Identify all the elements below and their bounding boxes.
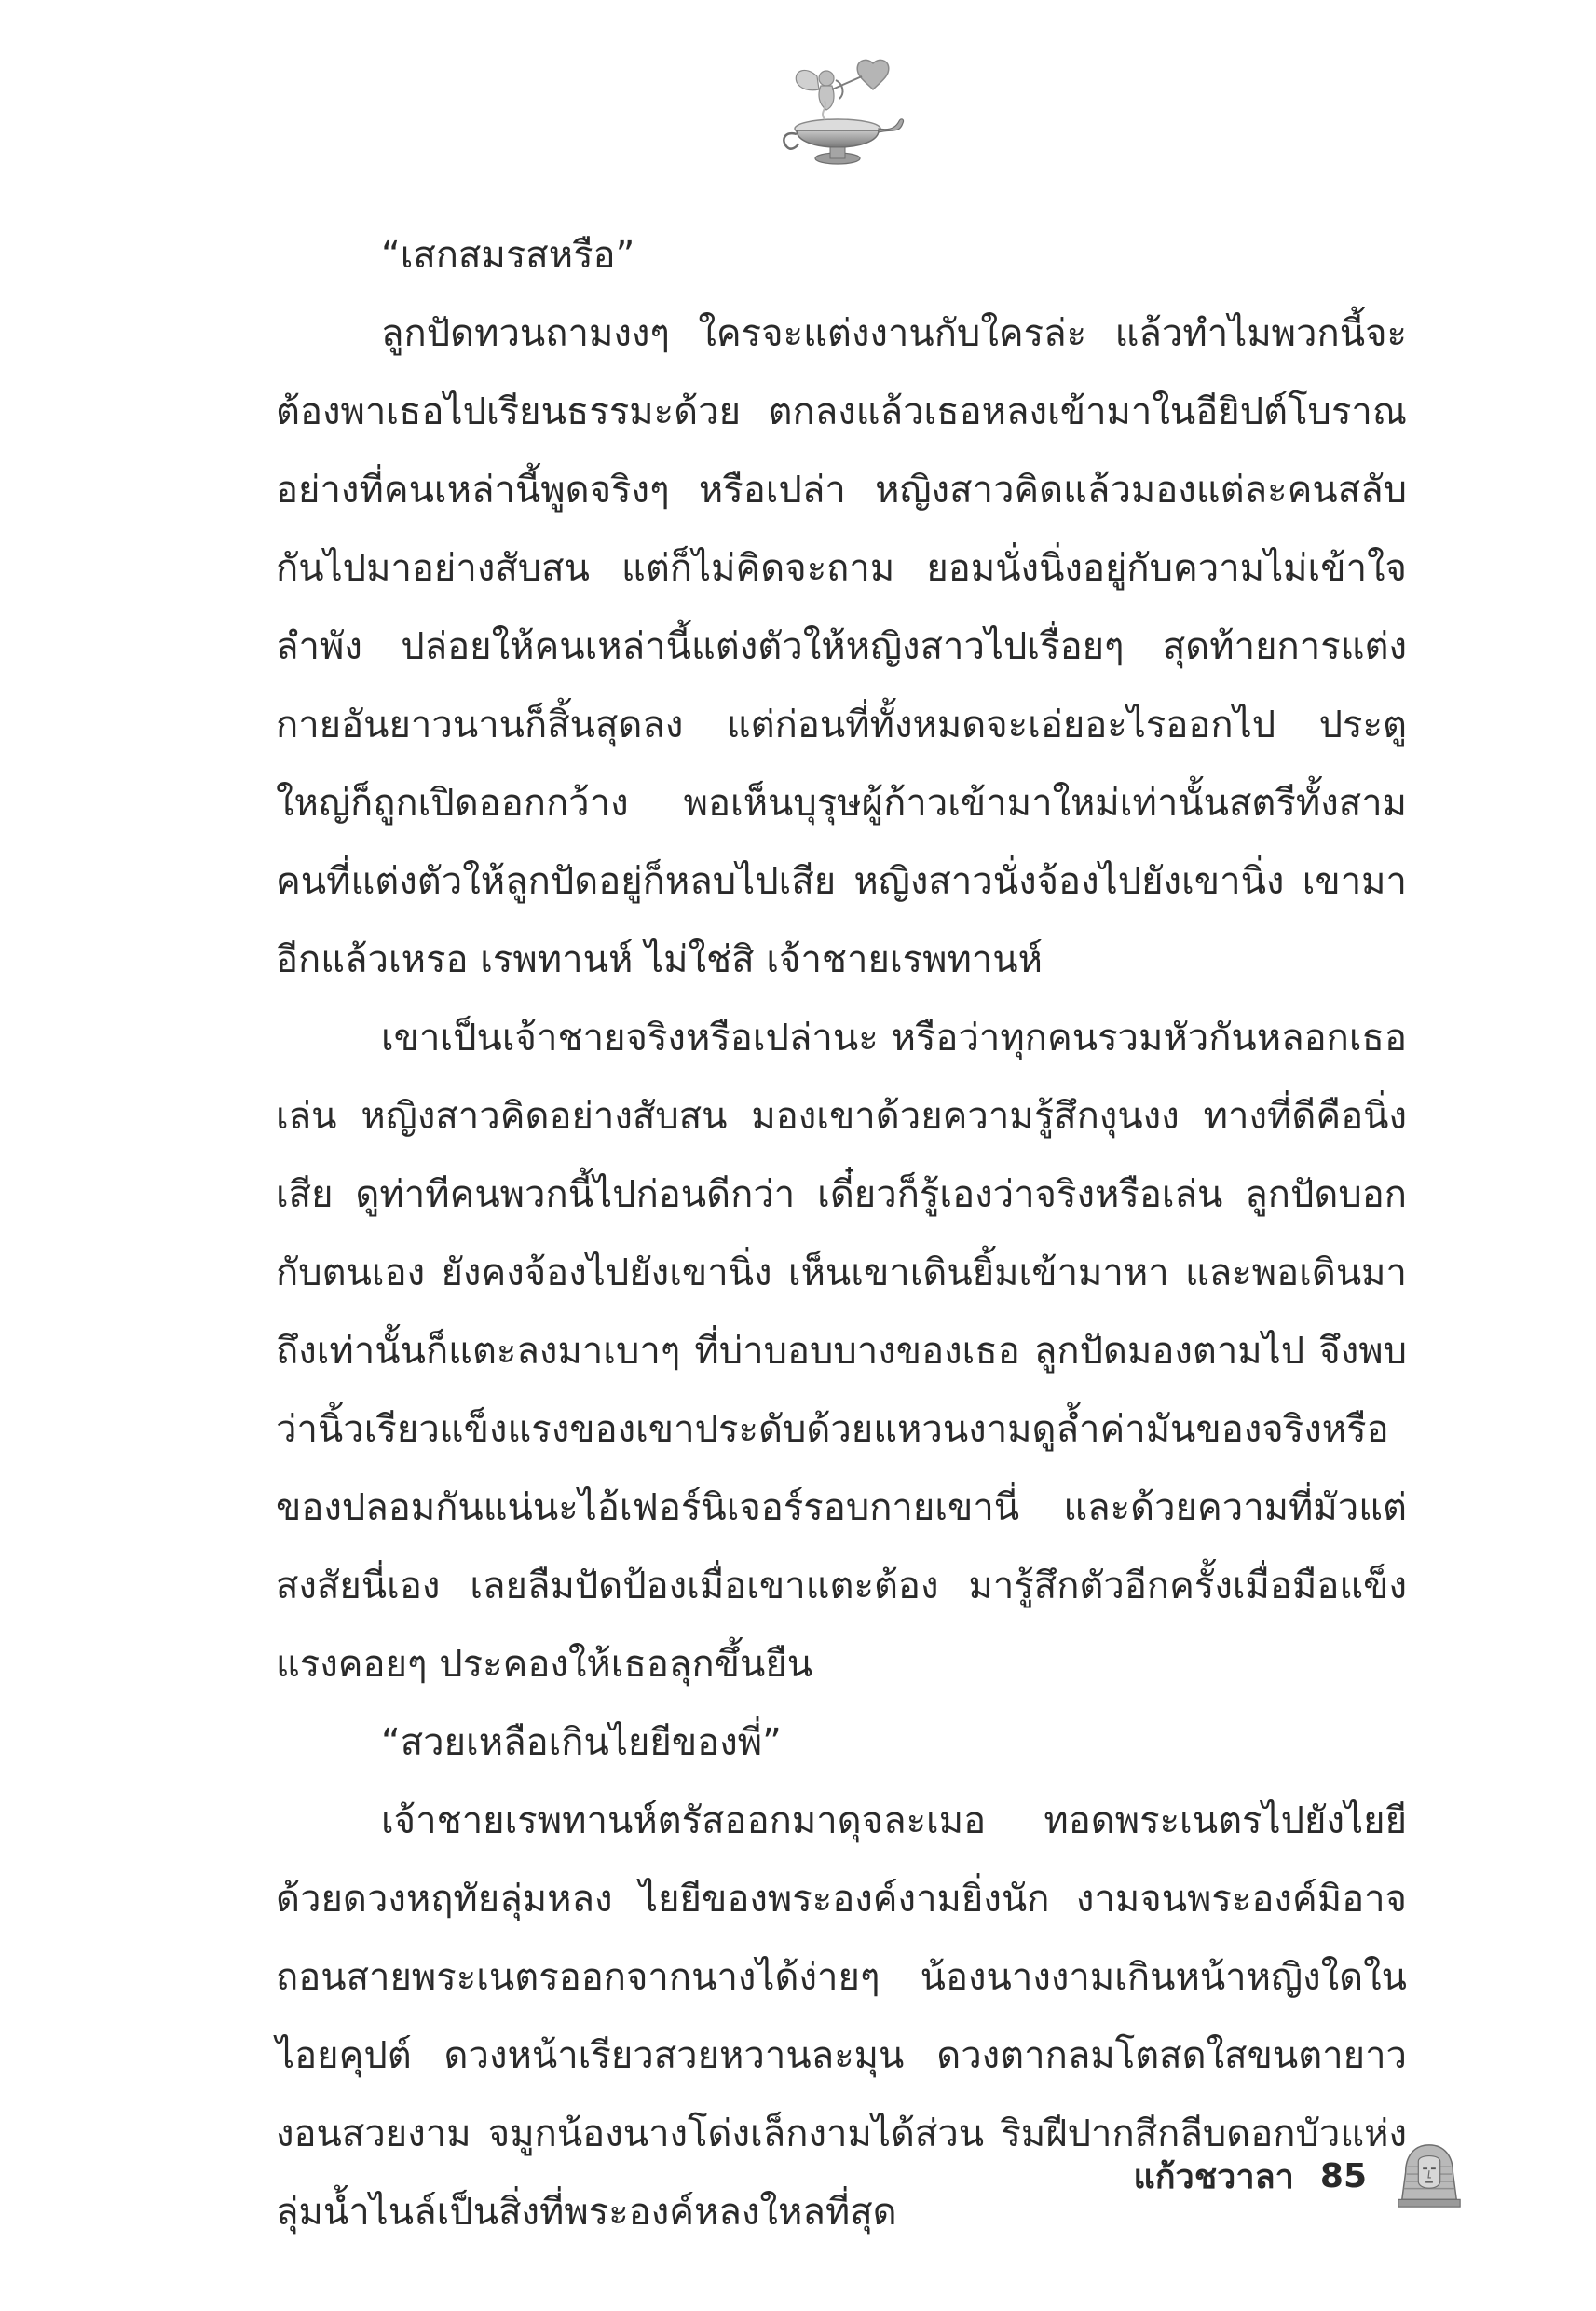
cupid-lamp-icon	[769, 56, 908, 177]
page-number: 85	[1319, 2156, 1367, 2195]
page-footer	[1134, 2134, 1466, 2218]
body-text	[276, 216, 1407, 2251]
book-title: แก้วชวาลา	[1133, 2157, 1294, 2196]
sphinx-icon	[1393, 2140, 1466, 2212]
narrative-paragraph-2: เขาเป็นเจ้าชายจริงหรือเปล่านะ หรือว่าทุกคนรวมหัวกันหลอกเธอเล่น หญิงสาวคิดอย่างสับสน มองเขาด้วยความรู้สึกงุนงง ทางที่ดีคือนิ่งเสีย ดูท่าทีคนพวกนี้ไปก่อนดีกว่า เดี๋ยวก็รู้เองว่าจริงหรือเล่น ลูกปัดบอกกับตนเอง ยังคงจ้องไปยังเขานิ่ง เห็นเขาเดินยิ้มเข้ามาหา และพอเดินมาถึงเท่านั้นก็แตะลงมาเบาๆ ที่บ่าบอบบางของเธอ ลูกปัดมองตามไป จึงพบว่านิ้วเรียวแข็งแรงของเขาประดับด้วยแหวนงามดูล้ำค่ามันของจริงหรือของปลอมกันแน่นะไอ้เฟอร์นิเจอร์รอบกายเขานี่ และด้วยความที่มัวแต่สงสัยนี่เอง เลยลืมปัดป้องเมื่อเขาแตะต้อง มารู้สึกตัวอีกครั้งเมื่อมือแข็งแรงคอยๆ ประคองให้เธอลุกขึ้นยืน	[276, 1017, 1407, 1686]
narrative-paragraph-1: ลูกปัดทวนถามงงๆ ใครจะแต่งงานกับใครล่ะ แล้วทำไมพวกนี้จะต้องพาเธอไปเรียนธรรมะด้วย ตกลงแล้วเธอหลงเข้ามาในอียิปต์โบราณอย่างที่คนเหล่านี้พูดจริงๆ หรือเปล่า หญิงสาวคิดแล้วมองแต่ละคนสลับกันไปมาอย่างสับสน แต่ก็ไม่คิดจะถาม ยอมนั่งนิ่งอยู่กับความไม่เข้าใจลำพัง ปล่อยให้คนเหล่านี้แต่งตัวให้หญิงสาวไปเรื่อยๆ สุดท้ายการแต่งกายอันยาวนานก็สิ้นสุดลง แต่ก่อนที่ทั้งหมดจะเอ่ยอะไรออกไป ประตูใหญ่ก็ถูกเปิดออกกว้าง พอเห็นบุรุษผู้ก้าวเข้ามาใหม่เท่านั้นสตรีทั้งสามคนที่แต่งตัวให้ลูกปัดอยู่ก็หลบไปเสีย หญิงสาวนั่งจ้องไปยังเขานิ่ง เขามาอีกแล้วเหรอ เรพทานห์ ไม่ใช่สิ เจ้าชายเรพทานห์	[276, 312, 1407, 981]
dialogue-paragraph-1: “เสกสมรสหรือ”	[381, 234, 635, 277]
narrative-paragraph-3: เจ้าชายเรพทานห์ตรัสออกมาดุจละเมอ ทอดพระเนตรไปยังไยยีด้วยดวงหฤทัยลุ่มหลง ไยยีของพระองค์งามยิ่งนัก งามจนพระองค์มิอาจถอนสายพระเนตรออกจากนางได้ง่ายๆ น้องนางงามเกินหน้าหญิงใดในไอยคุปต์ ดวงหน้าเรียวสวยหวานละมุน ดวงตากลมโตสดใสขนตายาวงอนสวยงาม จมูกน้องนางโด่งเล็กงามได้ส่วน ริมฝีปากสีกลีบดอกบัวแห่งลุ่มน้ำไนล์เป็นสิ่งที่พระองค์หลงใหลที่สุด	[276, 1799, 1407, 2234]
dialogue-paragraph-2: “สวยเหลือเกินไยยีของพี่”	[381, 1721, 782, 1764]
